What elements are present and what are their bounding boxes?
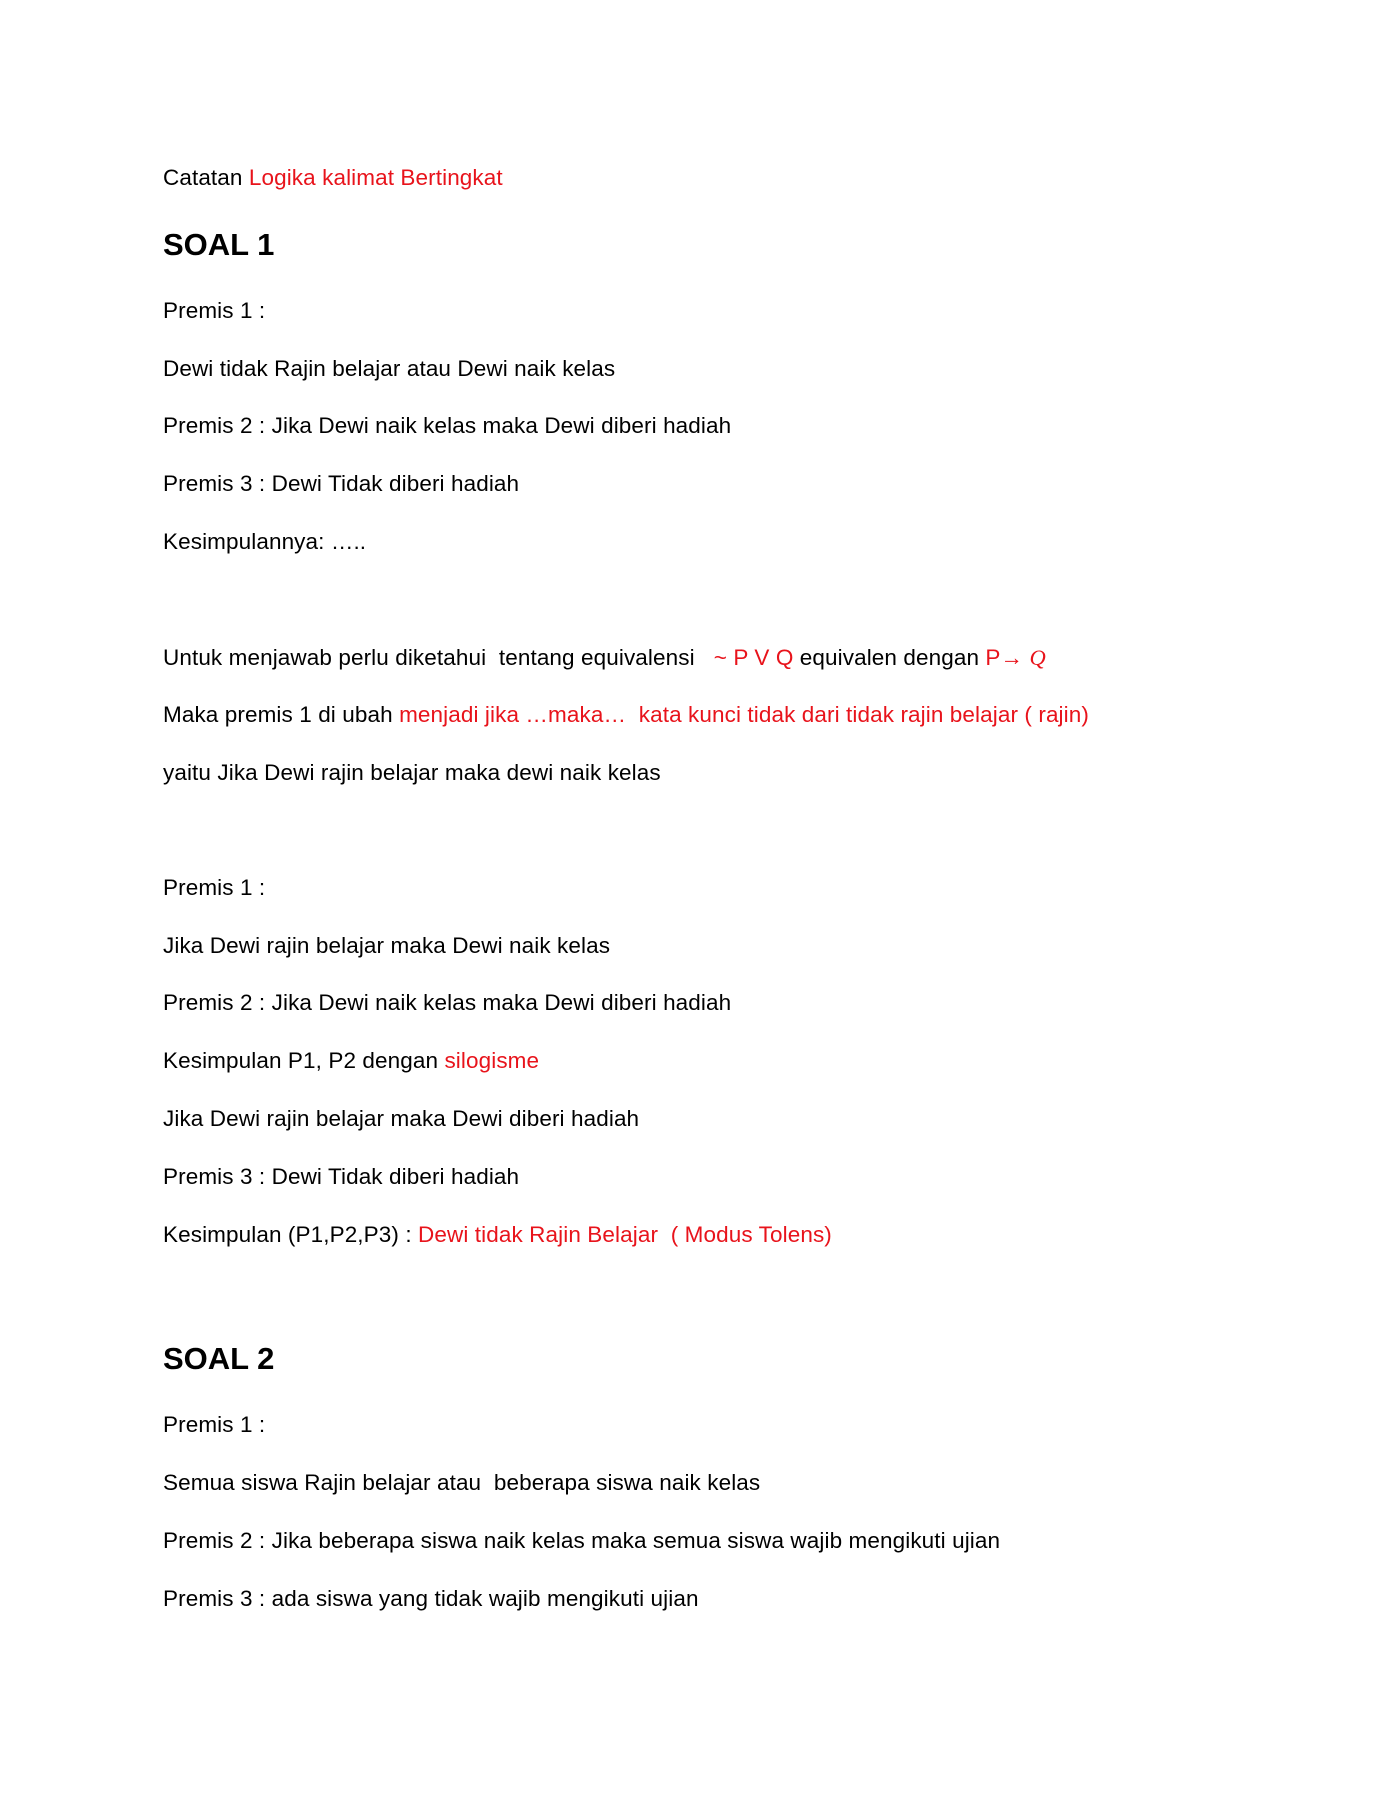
soal1b-premis3: Premis 3 : Dewi Tidak diberi hadiah	[163, 1164, 520, 1189]
soal1-equivalence-line	[163, 643, 1046, 673]
soal1b-premis1-label: Premis 1 :	[163, 875, 266, 900]
soal1-premis3: Premis 3 : Dewi Tidak diberi hadiah	[163, 471, 520, 496]
soal2-premis1-label: Premis 1 :	[163, 1412, 266, 1437]
soal1-heading: SOAL 1	[163, 227, 275, 262]
equiv-formula-2-arrow: P→	[985, 645, 1030, 670]
equiv-formula-2-q: Q	[1029, 645, 1046, 670]
final-prefix: Kesimpulan (P1,P2,P3) :	[163, 1222, 419, 1247]
document-title	[163, 163, 503, 193]
soal2-premis1-text: Semua siswa Rajin belajar atau beberapa siswa naik kelas	[163, 1470, 761, 1495]
soal1b-premis2: Premis 2 : Jika Dewi naik kelas maka Dewi diberi hadiah	[163, 990, 732, 1015]
title-highlight: Logika kalimat Bertingkat	[248, 165, 503, 190]
ubah-highlight: menjadi jika …maka… kata kunci tidak dari tidak rajin belajar ( rajin)	[399, 702, 1089, 727]
soal2-heading: SOAL 2	[163, 1341, 275, 1376]
soal1-kesimpulan-p1p2	[163, 1046, 539, 1076]
kesimpulan-p1p2-prefix: Kesimpulan P1, P2 dengan	[163, 1048, 445, 1073]
soal2-premis3: Premis 3 : ada siswa yang tidak wajib mengikuti ujian	[163, 1586, 699, 1611]
equiv-middle: equivalen dengan	[793, 645, 986, 670]
soal1-silogisme-result: Jika Dewi rajin belajar maka Dewi diberi hadiah	[163, 1106, 640, 1131]
soal1-ubah-line	[163, 700, 1089, 730]
ubah-prefix: Maka premis 1 di ubah	[163, 702, 400, 727]
equiv-prefix: Untuk menjawab perlu diketahui tentang equivalensi	[163, 645, 714, 670]
equiv-formula-1: ~ P V Q	[713, 645, 794, 670]
soal1b-premis1-text: Jika Dewi rajin belajar maka Dewi naik kelas	[163, 933, 611, 958]
final-highlight: Dewi tidak Rajin Belajar ( Modus Tolens)	[418, 1222, 832, 1247]
soal1-kesimpulan: Kesimpulannya: …..	[163, 529, 367, 554]
soal1-yaitu: yaitu Jika Dewi rajin belajar maka dewi naik kelas	[163, 760, 661, 785]
soal2-premis2: Premis 2 : Jika beberapa siswa naik kelas maka semua siswa wajib mengikuti ujian	[163, 1528, 1001, 1553]
soal1-premis2: Premis 2 : Jika Dewi naik kelas maka Dewi diberi hadiah	[163, 413, 732, 438]
soal1-final-conclusion	[163, 1220, 832, 1250]
soal1-premis1-label: Premis 1 :	[163, 298, 266, 323]
kesimpulan-p1p2-highlight: silogisme	[444, 1048, 540, 1073]
equiv-formula-2	[985, 645, 1045, 670]
title-prefix: Catatan	[163, 165, 249, 190]
soal1-premis1-text: Dewi tidak Rajin belajar atau Dewi naik kelas	[163, 356, 616, 381]
